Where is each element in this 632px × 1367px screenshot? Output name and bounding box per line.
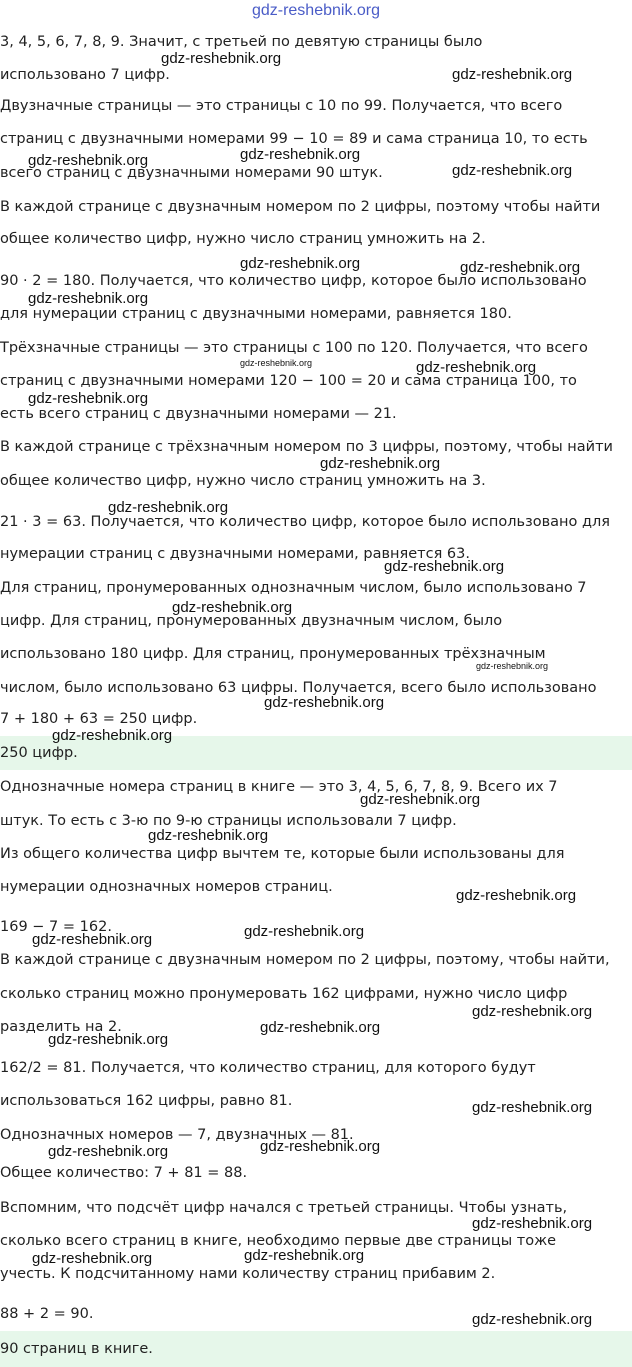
watermark: gdz-reshebnik.org bbox=[108, 499, 229, 516]
text-line: Для страниц, пронумерованных однозначным числом, было использовано 7 bbox=[0, 580, 587, 596]
text-line: Однозначные номера страниц в книге — это 3, 4, 5, 6, 7, 8, 9. Всего их 7 bbox=[0, 779, 558, 795]
watermark: gdz-reshebnik.org bbox=[260, 1019, 381, 1036]
watermark: gdz-reshebnik.org bbox=[460, 259, 581, 276]
text-line: разделить на 2. bbox=[0, 1019, 122, 1035]
text-line: 3, 4, 5, 6, 7, 8, 9. Значит, с третьей по девятую страницы было bbox=[0, 34, 483, 50]
text-line: использовано 180 цифр. Для страниц, пронумерованных трёхзначным bbox=[0, 646, 546, 662]
watermark: gdz-reshebnik.org bbox=[244, 923, 365, 940]
answer-line: 250 цифр. bbox=[0, 745, 78, 761]
watermark: gdz-reshebnik.org bbox=[32, 931, 153, 948]
watermark: gdz-reshebnik.org bbox=[472, 1311, 593, 1328]
watermark: gdz-reshebnik.org bbox=[320, 455, 441, 472]
text-line: 7 + 180 + 63 = 250 цифр. bbox=[0, 711, 198, 727]
text-line: 90 · 2 = 180. Получается, что количество цифр, которое было использовано bbox=[0, 273, 587, 289]
watermark-small: gdz-reshebnik.org bbox=[476, 661, 549, 671]
watermark: gdz-reshebnik.org bbox=[148, 827, 269, 844]
text-line: страниц с двузначными номерами 120 − 100 = 20 и сама страница 100, то bbox=[0, 373, 577, 389]
text-line: нумерации однозначных номеров страниц. bbox=[0, 879, 333, 895]
text-line: цифр. Для страниц, пронумерованных двузначным числом, было bbox=[0, 613, 503, 629]
watermark: gdz-reshebnik.org bbox=[416, 359, 537, 376]
watermark: gdz-reshebnik.org bbox=[48, 1031, 169, 1048]
watermark: gdz-reshebnik.org bbox=[384, 558, 505, 575]
watermark: gdz-reshebnik.org bbox=[472, 1099, 593, 1116]
text-line: 21 · 3 = 63. Получается, что количество цифр, которое было использовано для bbox=[0, 514, 610, 530]
text-line: 169 − 7 = 162. bbox=[0, 919, 112, 935]
text-line: общее количество цифр, нужно число страниц умножить на 2. bbox=[0, 231, 486, 247]
text-line: Из общего количества цифр вычтем те, которые были использованы для bbox=[0, 846, 565, 862]
watermark: gdz-reshebnik.org bbox=[472, 1215, 593, 1232]
watermark-small: gdz-reshebnik.org bbox=[240, 358, 313, 368]
text-line: В каждой странице с трёхзначным номером по 3 цифры, поэтому, чтобы найти bbox=[0, 439, 613, 455]
text-line: сколько всего страниц в книге, необходимо первые две страницы тоже bbox=[0, 1233, 557, 1249]
text-line: штук. То есть с 3-ю по 9-ю страницы использовали 7 цифр. bbox=[0, 813, 457, 829]
text-line: нумерации страниц с двузначными номерами, равняется 63. bbox=[0, 546, 470, 562]
watermark: gdz-reshebnik.org bbox=[48, 1143, 169, 1160]
watermark: gdz-reshebnik.org bbox=[52, 727, 173, 744]
text-line: использоваться 162 цифры, равно 81. bbox=[0, 1093, 293, 1109]
watermark: gdz-reshebnik.org bbox=[472, 1003, 593, 1020]
watermark: gdz-reshebnik.org bbox=[28, 152, 149, 169]
text-line: Вспомним, что подсчёт цифр начался с третьей страницы. Чтобы узнать, bbox=[0, 1200, 568, 1216]
watermark: gdz-reshebnik.org bbox=[172, 599, 293, 616]
watermark: gdz-reshebnik.org bbox=[28, 290, 149, 307]
text-line: Трёхзначные страницы — это страницы с 100 по 120. Получается, что всего bbox=[0, 340, 588, 356]
watermark: gdz-reshebnik.org bbox=[264, 694, 385, 711]
text-line: учесть. К подсчитанному нами количеству страниц прибавим 2. bbox=[0, 1266, 496, 1282]
text-line: 162/2 = 81. Получается, что количество страниц, для которого будут bbox=[0, 1060, 536, 1076]
text-line: Общее количество: 7 + 81 = 88. bbox=[0, 1165, 248, 1181]
header-watermark: gdz-reshebnik.org bbox=[251, 2, 381, 19]
text-line: общее количество цифр, нужно число страниц умножить на 3. bbox=[0, 473, 486, 489]
text-line: 88 + 2 = 90. bbox=[0, 1306, 94, 1322]
text-line: использовано 7 цифр. bbox=[0, 67, 170, 83]
text-line: страниц с двузначными номерами 99 − 10 = 89 и сама страница 10, то есть bbox=[0, 131, 588, 147]
text-line: Двузначные страницы — это страницы с 10 по 99. Получается, что всего bbox=[0, 98, 563, 114]
text-line: Однозначных номеров — 7, двузначных — 81. bbox=[0, 1127, 354, 1143]
text-line: числом, было использовано 63 цифры. Получается, всего было использовано bbox=[0, 680, 597, 696]
text-line: для нумерации страниц с двузначными номерами, равняется 180. bbox=[0, 306, 512, 322]
watermark: gdz-reshebnik.org bbox=[456, 887, 577, 904]
watermark: gdz-reshebnik.org bbox=[28, 390, 149, 407]
watermark: gdz-reshebnik.org bbox=[240, 146, 361, 163]
watermark: gdz-reshebnik.org bbox=[452, 66, 573, 83]
text-line: есть всего страниц с двузначными номерами — 21. bbox=[0, 406, 397, 422]
watermark: gdz-reshebnik.org bbox=[32, 1250, 153, 1267]
text-line: сколько страниц можно пронумеровать 162 цифрами, нужно число цифр bbox=[0, 986, 568, 1002]
watermark: gdz-reshebnik.org bbox=[244, 1247, 365, 1264]
text-line: всего страниц с двузначными номерами 90 штук. bbox=[0, 165, 383, 181]
text-line: В каждой странице с двузначным номером по 2 цифры, поэтому чтобы найти bbox=[0, 199, 601, 215]
text-line: В каждой странице с двузначным номером по 2 цифры, поэтому, чтобы найти, bbox=[0, 952, 610, 968]
answer-line: 90 страниц в книге. bbox=[0, 1341, 153, 1357]
watermark: gdz-reshebnik.org bbox=[161, 50, 282, 67]
watermark: gdz-reshebnik.org bbox=[360, 791, 481, 808]
watermark: gdz-reshebnik.org bbox=[260, 1138, 381, 1155]
watermark: gdz-reshebnik.org bbox=[240, 255, 361, 272]
watermark: gdz-reshebnik.org bbox=[452, 162, 573, 179]
